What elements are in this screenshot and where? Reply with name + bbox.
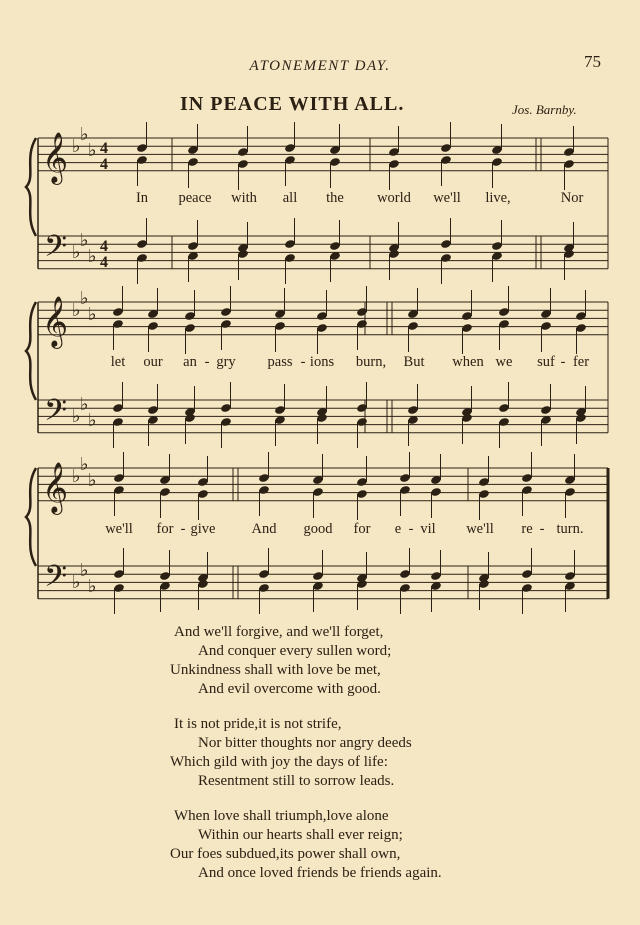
- lyric-syllable: peace: [178, 190, 212, 206]
- verse-line: Resentment still to sorrow leads.: [198, 773, 395, 789]
- verse-line: Which gild with joy the days of life:: [170, 754, 388, 770]
- lyrics-line-2: [0, 354, 640, 374]
- stanza: [0, 716, 640, 792]
- flat-sign-icon: ♭: [88, 304, 97, 325]
- lyric-syllable: suf: [537, 354, 555, 370]
- stanza: [0, 808, 640, 884]
- lyric-syllable: Nor: [560, 190, 584, 206]
- treble-clef-icon: 𝄞: [42, 296, 69, 347]
- composer-credit: Jos. Barnby.: [512, 102, 577, 117]
- lyric-syllable: -: [539, 521, 545, 537]
- time-signature: 4: [100, 140, 108, 157]
- bass-clef-icon: 𝄢: [44, 230, 68, 271]
- lyric-syllable: for: [353, 521, 371, 537]
- flat-sign-icon: ♭: [72, 406, 81, 427]
- lyric-syllable: -: [204, 354, 210, 370]
- lyric-syllable: our: [143, 354, 163, 370]
- lyric-syllable: gry: [216, 354, 236, 370]
- lyric-syllable: for: [156, 521, 174, 537]
- lyric-syllable: we'll: [105, 521, 133, 537]
- lyric-syllable: And: [251, 521, 277, 537]
- time-signature: 4: [100, 238, 108, 255]
- flat-sign-icon: ♭: [72, 466, 81, 487]
- stanza: [0, 624, 640, 700]
- treble-clef-icon: 𝄞: [42, 132, 69, 183]
- treble-clef-icon: 𝄞: [42, 462, 69, 513]
- flat-sign-icon: ♭: [80, 124, 89, 145]
- flat-sign-icon: ♭: [72, 242, 81, 263]
- hymn-title: IN PEACE WITH ALL.: [180, 93, 405, 115]
- lyric-syllable: But: [403, 354, 425, 370]
- verse-line: Nor bitter thoughts nor angry deeds: [198, 735, 412, 751]
- flat-sign-icon: ♭: [88, 410, 97, 431]
- lyric-syllable: we'll: [466, 521, 494, 537]
- lyric-syllable: we: [495, 354, 513, 370]
- verse-line: And we'll forgive, and we'll forget,: [174, 624, 384, 640]
- lyric-syllable: burn,: [355, 354, 387, 370]
- verses: [0, 624, 640, 900]
- flat-sign-icon: ♭: [88, 470, 97, 491]
- flat-sign-icon: ♭: [72, 300, 81, 321]
- flat-sign-icon: ♭: [80, 230, 89, 251]
- lyric-syllable: good: [303, 521, 333, 537]
- lyric-syllable: re: [521, 521, 533, 537]
- lyric-syllable: world: [377, 190, 411, 206]
- lyric-syllable: -: [408, 521, 414, 537]
- lyric-syllable: live,: [485, 190, 511, 206]
- lyric-syllable: e: [394, 521, 402, 537]
- verse-line: It is not pride,it is not strife,: [174, 716, 342, 732]
- lyric-syllable: fer: [572, 354, 590, 370]
- running-head: ATONEMENT DAY.: [249, 58, 391, 74]
- page-number: 75: [584, 52, 601, 71]
- lyrics-line-1: [0, 190, 640, 210]
- verse-line: And conquer every sullen word;: [198, 643, 392, 659]
- verse-line: Unkindness shall with love be met,: [170, 662, 381, 678]
- verse-line: And evil overcome with good.: [198, 681, 381, 697]
- lyric-syllable: turn.: [556, 521, 584, 537]
- flat-sign-icon: ♭: [80, 394, 89, 415]
- brace-icon: [26, 468, 36, 566]
- lyric-syllable: the: [326, 190, 344, 206]
- time-signature: 4: [100, 156, 108, 173]
- lyric-syllable: with: [231, 190, 257, 206]
- verse-line: Our foes subdued,its power shall own,: [170, 846, 401, 862]
- time-signature: 4: [100, 254, 108, 271]
- flat-sign-icon: ♭: [80, 560, 89, 581]
- flat-sign-icon: ♭: [72, 136, 81, 157]
- lyric-syllable: -: [560, 354, 566, 370]
- lyric-syllable: we'll: [433, 190, 461, 206]
- lyric-syllable: -: [180, 521, 186, 537]
- bass-clef-icon: 𝄢: [44, 560, 68, 601]
- lyric-syllable: vil: [420, 521, 436, 537]
- lyric-syllable: an: [183, 354, 197, 370]
- flat-sign-icon: ♭: [72, 572, 81, 593]
- flat-sign-icon: ♭: [80, 288, 89, 309]
- flat-sign-icon: ♭: [80, 454, 89, 475]
- flat-sign-icon: ♭: [88, 246, 97, 267]
- bass-clef-icon: 𝄢: [44, 394, 68, 435]
- verse-line: When love shall triumph,love alone: [174, 808, 389, 824]
- lyric-syllable: ions: [309, 354, 335, 370]
- flat-sign-icon: ♭: [88, 140, 97, 161]
- brace-icon: [26, 138, 36, 236]
- lyric-syllable: when: [452, 354, 484, 370]
- flat-sign-icon: ♭: [88, 576, 97, 597]
- brace-icon: [26, 302, 36, 400]
- lyric-syllable: pass: [267, 354, 293, 370]
- lyrics-line-3: [0, 521, 640, 541]
- lyric-syllable: all: [282, 190, 298, 206]
- lyric-syllable: In: [135, 190, 149, 206]
- lyric-syllable: -: [300, 354, 306, 370]
- lyric-syllable: give: [190, 521, 216, 537]
- lyric-syllable: let: [110, 354, 126, 370]
- verse-line: And once loved friends be friends again.: [198, 865, 442, 881]
- verse-line: Within our hearts shall ever reign;: [198, 827, 403, 843]
